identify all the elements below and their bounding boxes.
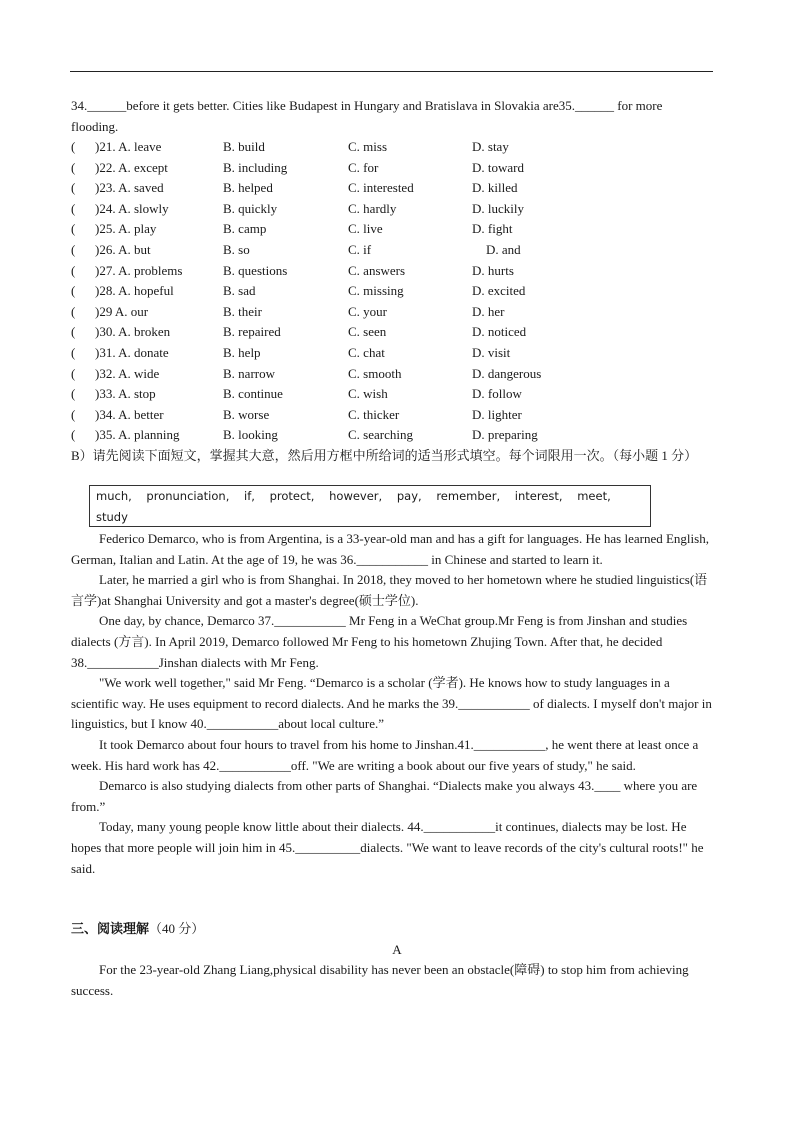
option-d: D. stay <box>472 139 509 154</box>
question-row <box>71 199 711 220</box>
question-row <box>71 137 711 158</box>
word-bank-item: however, <box>329 489 383 503</box>
answer-blank[interactable]: ( <box>71 262 76 278</box>
passage-paragraph: "We work well together," said Mr Feng. “Demarco is a scholar (学者). He knows how to study languages in a scientific way. He uses equipment to record dialects. And he marks the 39.___________ of dialects. I myself don't major in linguistics, but I know 40.___________about local culture.” <box>71 675 712 732</box>
option-b: B. continue <box>223 386 283 402</box>
option-c: C. for <box>348 159 379 175</box>
option-a: )31. A. donate <box>95 344 169 360</box>
option-d: D. preparing <box>472 427 538 443</box>
question-row <box>71 384 711 405</box>
option-c: C. answers <box>348 262 406 278</box>
option-b: B. quickly <box>223 200 278 216</box>
question-row <box>71 343 711 364</box>
word-bank-item: study <box>96 509 128 524</box>
option-a: )23. A. saved <box>95 180 164 196</box>
question-row <box>71 240 711 261</box>
option-a: )32. A. wide <box>95 365 160 381</box>
multiple-choice-list <box>71 137 711 446</box>
question-row <box>71 158 711 179</box>
option-d: D. fight <box>472 221 513 237</box>
question-row <box>71 281 711 302</box>
option-b: B. helped <box>223 180 273 196</box>
answer-blank[interactable]: ( <box>71 283 76 299</box>
option-b: B. so <box>223 241 250 257</box>
question-row <box>71 261 711 282</box>
passage-paragraph: Today, many young people know little about their dialects. 44.___________it continues, dialects may be lost. He hopes that more people will join him in 45.__________dialects. "We want to leave records of the city's cultural roots!" he said. <box>71 819 704 876</box>
option-d: D. lighter <box>472 406 522 422</box>
question-row <box>71 425 711 446</box>
passage-paragraph: Later, he married a girl who is from Shanghai. In 2018, they moved to her hometown where he studied linguistics(语言学)at Shanghai University and got a master's degree(硕士学位). <box>71 572 708 608</box>
option-b: B. looking <box>223 427 278 443</box>
option-c: C. seen <box>348 324 387 340</box>
word-bank-item: if, <box>244 489 255 503</box>
option-c: C. searching <box>348 427 413 443</box>
option-d: D. noticed <box>472 324 527 340</box>
section-3-title: 三、阅读理解 <box>71 921 150 936</box>
option-c: C. if <box>348 241 372 257</box>
option-c: C. chat <box>348 344 385 360</box>
option-c: C. hardly <box>348 200 397 216</box>
word-bank-item: protect, <box>269 489 315 503</box>
passage-paragraph: It took Demarco about four hours to travel from his home to Jinshan.41.___________, he went there at least once a week. His hard work has 42.___________off. "We are writing a book about our five years of study," he said. <box>71 736 699 773</box>
answer-blank[interactable]: ( <box>71 386 76 402</box>
option-b: B. build <box>223 139 265 154</box>
answer-blank[interactable]: ( <box>71 406 76 422</box>
option-c: C. interested <box>348 180 414 196</box>
option-b: B. their <box>223 303 262 319</box>
option-b: B. help <box>223 344 261 360</box>
option-c: C. thicker <box>348 406 400 422</box>
option-a: )22. A. except <box>95 159 168 175</box>
question-row <box>71 178 711 199</box>
answer-blank[interactable]: ( <box>71 139 76 154</box>
question-row <box>71 364 711 385</box>
passage-paragraph: Demarco is also studying dialects from other parts of Shanghai. “Dialects make you always 43.____ where you are from.” <box>71 778 698 814</box>
option-d: D. and <box>486 241 521 257</box>
word-bank-item: pronunciation, <box>146 489 230 503</box>
option-d: D. follow <box>472 386 522 402</box>
option-a: )25. A. play <box>95 221 157 237</box>
option-d: D. toward <box>472 159 524 175</box>
option-d: D. visit <box>472 344 511 360</box>
option-c: C. missing <box>348 283 404 299</box>
section-b-instruction: B）请先阅读下面短文，掌握其大意，然后用方框中所给词的适当形式填空。每个词限用一次。（每小题 1 分） <box>71 448 698 463</box>
answer-blank[interactable]: ( <box>71 365 76 381</box>
word-bank-item: pay, <box>396 489 422 503</box>
option-b: B. worse <box>223 406 270 422</box>
answer-blank[interactable]: ( <box>71 159 76 175</box>
option-d: D. hurts <box>472 262 514 278</box>
option-b: B. including <box>223 159 288 175</box>
option-c: C. live <box>348 221 383 237</box>
word-bank-item: interest, <box>514 489 563 503</box>
answer-blank[interactable]: ( <box>71 200 76 216</box>
answer-blank[interactable]: ( <box>71 303 76 319</box>
word-bank-item: meet, <box>577 489 611 503</box>
answer-blank[interactable]: ( <box>71 344 76 360</box>
question-row <box>71 219 711 240</box>
passage-continuation: 34.______before it gets better. Cities like Budapest in Hungary and Bratislava in Slovakia are35.______ for more flooding. <box>71 98 663 134</box>
option-a: )28. A. hopeful <box>95 283 174 299</box>
option-b: B. questions <box>223 262 288 278</box>
option-d: D. dangerous <box>472 365 542 381</box>
option-d: D. killed <box>472 180 518 196</box>
word-bank-item: much, <box>96 489 132 503</box>
option-d: D. luckily <box>472 200 524 216</box>
answer-blank[interactable]: ( <box>71 180 76 196</box>
passage-paragraph: Federico Demarco, who is from Argentina, is a 33-year-old man and has a gift for languages. He has learned English, German, Italian and Latin. At the age of 19, he was 36.___________ in Chinese and started to learn it. <box>71 531 709 567</box>
reading-passage-paragraph: For the 23-year-old Zhang Liang,physical disability has never been an obstacle(障碍) to stop him from achieving success. <box>71 962 689 998</box>
section-3-score: （40 分） <box>149 921 205 936</box>
passage-letter: A <box>392 942 402 957</box>
option-c: C. your <box>348 303 387 319</box>
word-bank-box <box>89 485 651 527</box>
option-a: )24. A. slowly <box>95 200 169 216</box>
option-b: B. narrow <box>223 365 275 381</box>
answer-blank[interactable]: ( <box>71 241 76 257</box>
option-a: )26. A. but <box>95 241 151 257</box>
option-c: C. wish <box>348 386 388 402</box>
option-c: C. miss <box>348 139 388 154</box>
option-a: )27. A. problems <box>95 262 183 278</box>
question-row <box>71 302 711 323</box>
question-row <box>71 405 711 426</box>
option-a: )30. A. broken <box>95 324 171 340</box>
cloze-passage <box>71 529 714 879</box>
question-row <box>71 322 711 343</box>
answer-blank[interactable]: ( <box>71 324 76 340</box>
passage-paragraph: One day, by chance, Demarco 37.___________ Mr Feng in a WeChat group.Mr Feng is from Jinshan and studies dialects (方言). In April 2019, Demarco followed Mr Feng to his hometown Zhujing Town. After that, he decided 38.___________Jinshan dialects with Mr Feng. <box>71 613 688 670</box>
header-rule <box>70 71 713 72</box>
option-c: C. smooth <box>348 365 402 381</box>
section-3-heading <box>71 918 204 939</box>
option-a: )34. A. better <box>95 406 164 422</box>
option-a: )21. A. leave <box>95 139 162 154</box>
option-d: D. her <box>472 303 505 319</box>
word-bank-item: remember, <box>436 489 501 503</box>
answer-blank[interactable]: ( <box>71 427 76 443</box>
answer-blank[interactable]: ( <box>71 221 76 237</box>
option-b: B. sad <box>223 283 256 299</box>
option-b: B. camp <box>223 221 267 237</box>
option-a: )33. A. stop <box>95 386 156 402</box>
option-d: D. excited <box>472 283 526 299</box>
option-a: )29 A. our <box>95 303 149 319</box>
option-b: B. repaired <box>223 324 281 340</box>
option-a: )35. A. planning <box>95 427 180 443</box>
